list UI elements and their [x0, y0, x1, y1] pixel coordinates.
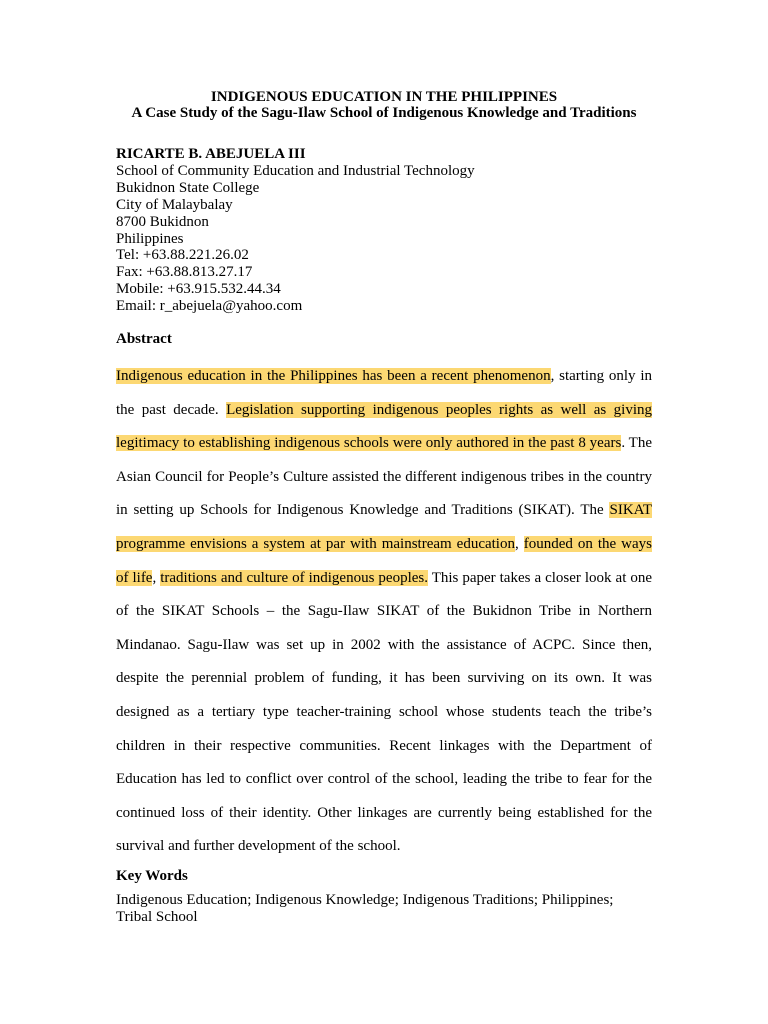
abstract-segment: ,: [152, 569, 161, 586]
paper-title: INDIGENOUS EDUCATION IN THE PHILIPPINES: [210, 89, 558, 105]
abstract-heading: Abstract: [116, 331, 172, 347]
abstract-segment: This paper takes a closer look at one of the SIKAT Schools – the Sagu-Ilaw SIKAT of the Bukidnon Tribe in Northern Mindanao.: [116, 569, 653, 653]
abstract-segment: , starting only in the past decade.: [116, 368, 652, 418]
author-block: [116, 146, 676, 315]
abstract-highlight: founded on the ways of life: [116, 535, 653, 586]
keywords-body: [116, 892, 652, 926]
author-tel: Tel: +63.88.221.26.02: [116, 247, 249, 264]
author-city: City of Malaybalay: [116, 196, 233, 213]
abstract-segment: . The Asian Council for People’s Culture assisted the different indigenous tribes in the country in setting up Schools for Indigenous Knowledge and Traditions (SIKAT). The: [116, 435, 652, 519]
abstract-highlight: traditions and culture of indigenous peoples.: [160, 569, 428, 586]
abstract-body: [116, 360, 652, 864]
author-affiliation-school: School of Community Education and Industrial Technology: [116, 162, 475, 179]
author-postal: 8700 Bukidnon: [116, 213, 209, 230]
author-fax: Fax: +63.88.813.27.17: [116, 264, 253, 281]
author-country: Philippines: [116, 230, 184, 247]
author-mobile: Mobile: +63.915.532.44.34: [116, 281, 281, 298]
keywords-line-1: Indigenous Education; Indigenous Knowledge; Indigenous Traditions; Philippines;: [116, 892, 614, 908]
abstract-highlight: Legislation supporting indigenous peoples rights as well as giving legitimacy to establishing indigenous schools were only authored in the past 8 years: [116, 401, 653, 452]
keywords-line-2: Tribal School: [116, 909, 198, 925]
author-name: RICARTE B. ABEJUELA III: [116, 146, 306, 162]
abstract-segment: ,: [514, 535, 524, 552]
abstract-highlight: SIKAT programme envisions a system at par with mainstream education: [116, 502, 652, 552]
abstract-highlight: Indigenous education in the Philippines has been a recent phenomenon: [116, 368, 551, 384]
author-affiliation-college: Bukidnon State College: [116, 179, 260, 196]
author-email[interactable]: Email: r_abejuela@yahoo.com: [116, 298, 303, 315]
paper-subtitle: A Case Study of the Sagu-Ilaw School of Indigenous Knowledge and Traditions: [131, 105, 637, 121]
abstract-segment: Sagu-Ilaw was set up in 2002 with the assistance of ACPC. Since then, despite the perennial problem of funding, it has been surviving on its own. It was designed as a tertiary type teacher-training school whose students teach the tribe’s children in their respective communities. Recent linkages with the Department of Education has led to conflict over control of the school, leading the tribe to fear for the continued loss of their identity. Other linkages are currently being established for the survival and further development of the school.: [116, 636, 652, 855]
keywords-heading: Key Words: [116, 868, 188, 884]
